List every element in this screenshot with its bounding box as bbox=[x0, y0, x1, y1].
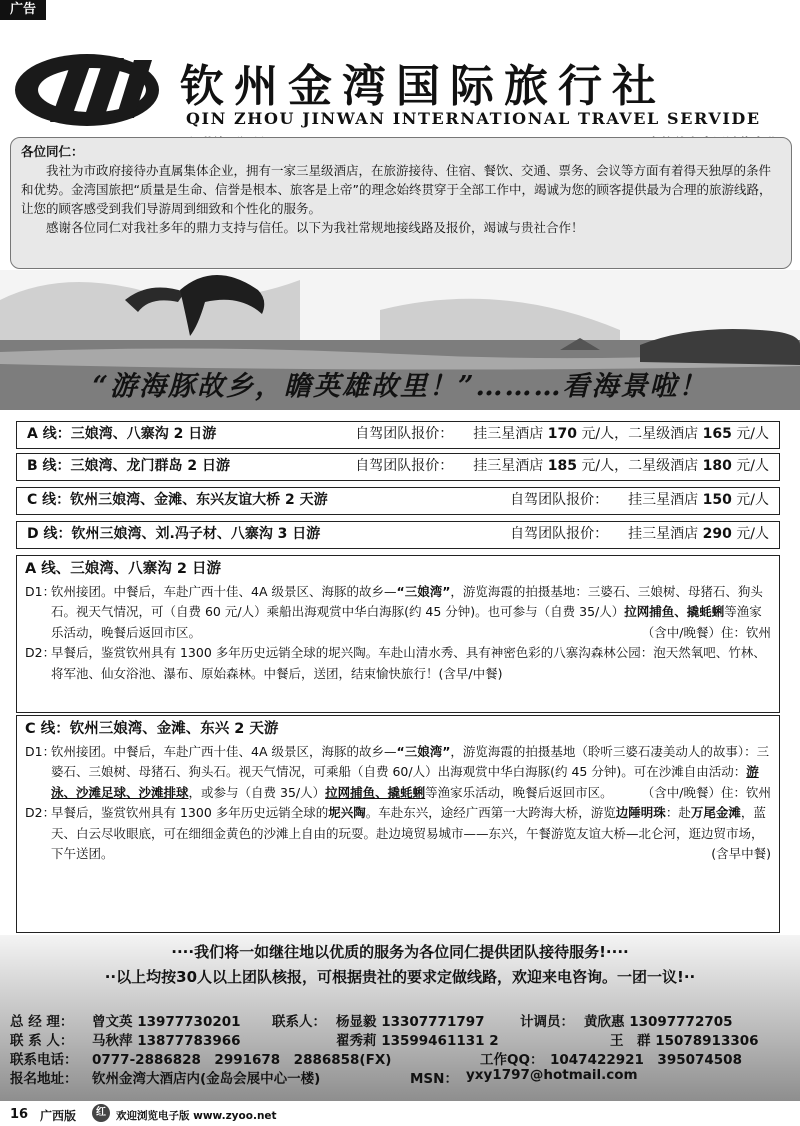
route-price: 自驾团队报价： 挂三星酒店 150 元/人 bbox=[510, 492, 769, 508]
contact-row: 联 系 人： 马秋萍 13877783966 翟秀莉 13599461131 2 王 群 15078913306 bbox=[10, 1033, 759, 1049]
route-name: D 线：钦州三娘湾、刘.冯子材、八寨沟 3 日游 bbox=[27, 526, 321, 542]
route-price: 自驾团队报价： 挂三星酒店 170 元/人，二星级酒店 165 元/人 bbox=[355, 426, 769, 442]
day-2: D2： 早餐后，鉴赏钦州具有 1300 多年历史远销全球的坭兴陶。车赴东兴，途经广西第一大跨海大桥，游览边陲明珠：赴万尾金滩，蓝天、白云尽收眼底，可在细细金黄色的沙滩上自由的玩耍。赴边境贸易城市——东兴，午餐游览友谊大桥—北仑河，逛边贸市场，下午送团。 (含早中餐) bbox=[25, 805, 771, 861]
route-a-row bbox=[16, 421, 780, 449]
intro-paragraph: 我社为市政府接待办直属集体企业，拥有一家三星级酒店，在旅游接待、住宿、餐饮、交通、票务、会议等方面有着得天独厚的条件和优势。金湾国旅把“质量是生命、信誉是根本、旅客是上帝”的理念始终贯穿于全部工作中，竭诚为您的顾客提供最为合理的旅游线路，让您的顾客感受到我们导游周到细致和个性化的服务。 bbox=[21, 163, 772, 216]
company-logo bbox=[12, 50, 162, 130]
company-name-en: QIN ZHOU JINWAN INTERNATIONAL TRAVEL SERVIDE bbox=[186, 109, 761, 128]
service-pledge: ····我们将一如继往地以优质的服务为各位同仁提供团队接待服务!···· bbox=[171, 943, 629, 961]
booking-note: ··以上均按30人以上团队核报，可根据贵社的要求定做线路，欢迎来电咨询。一团一议!·· bbox=[104, 968, 696, 986]
route-c-detail bbox=[16, 715, 780, 933]
intro-box bbox=[10, 137, 792, 269]
intro-greeting: 各位同仁： bbox=[21, 144, 84, 159]
publisher-icon: 红 bbox=[92, 1104, 110, 1122]
contact-row: 总 经 理： 曾文英 13977730201 联系人： 杨显毅 13307771797 计调员： 黄欣惠 13097772705 bbox=[10, 1014, 733, 1030]
company-name-cn: 钦州金湾国际旅行社 bbox=[180, 61, 666, 112]
route-name: C 线：钦州三娘湾、金滩、东兴友谊大桥 2 天游 bbox=[27, 492, 328, 508]
page-number: 16 bbox=[10, 1107, 29, 1122]
contact-block bbox=[10, 1010, 790, 1086]
day-2: D2： 早餐后，鉴赏钦州具有 1300 多年历史远销全球的坭兴陶。车赴山清水秀、具有神密色彩的八寨沟森林公园：泡天然氧吧、竹林、将军池、仙女浴池、瀑布、原始森林。中餐后，送团，结束愉快旅行！(含早/中餐) bbox=[25, 645, 766, 681]
detail-title: C 线：钦州三娘湾、金滩、东兴 2 天游 bbox=[25, 721, 279, 737]
page-footer bbox=[0, 1101, 800, 1126]
route-name: A 线：三娘湾、八寨沟 2 日游 bbox=[27, 426, 217, 442]
route-c-row bbox=[16, 487, 780, 515]
ad-tag: 广告 bbox=[0, 0, 46, 20]
route-a-detail bbox=[16, 555, 780, 713]
contact-row: 联系电话： 0777-2886828 2991678 2886858(FX) 工作QQ： 1047422921 395074508 bbox=[10, 1052, 742, 1068]
route-price: 自驾团队报价： 挂三星酒店 290 元/人 bbox=[510, 526, 769, 542]
intro-paragraph: 感谢各位同仁对我社多年的鼎力支持与信任。以下为我社常规地接线路及报价，竭诚与贵社合作！ bbox=[46, 220, 584, 235]
route-b-row bbox=[16, 453, 780, 481]
day-1: D1： 钦州接团。中餐后，车赴广西十佳、4A 级景区，海豚的故乡—“三娘湾”，游览海霞的拍摄基地（聆听三婆石凄美动人的故事）：三婆石、三娘树、母猪石、狗头石。视天气情况，可乘船（自费 60/人）出海观赏中华白海豚(约 45 分钟)。可在沙滩自由活动：游泳、沙滩足球、沙滩排球，或参与（自费 35/人）拉网捕鱼、撬蚝蜊等渔家乐活动，晚餐后返回市区。 （含中/晚餐）住：钦州 bbox=[25, 743, 771, 800]
slogan: “游海豚故乡，瞻英雄故里！”………看海景啦！ bbox=[92, 371, 708, 402]
header bbox=[0, 20, 800, 140]
route-d-row bbox=[16, 521, 780, 549]
contact-row: 报名地址： 钦州金湾大酒店内(金岛会展中心一楼) MSN： yxy1797@hotmail.com bbox=[10, 1067, 638, 1087]
website-link[interactable]: 欢迎浏览电子版 www.zyoo.net bbox=[116, 1110, 277, 1122]
route-name: B 线：三娘湾、龙门群岛 2 日游 bbox=[27, 458, 231, 474]
day-1: D1： 钦州接团。中餐后，车赴广西十佳、4A 级景区、海豚的故乡—“三娘湾”，游览海霞的拍摄基地：三婆石、三娘树、母猪石、狗头石。视天气情况，可（自费 60 元/人）乘船出海观赏中华白海豚(约 45 分钟)。也可参与（自费 35/人）拉网捕鱼、撬蚝蜊等渔家乐活动，晚餐后返回市区。 （含中/晚餐）住：钦州 bbox=[25, 583, 771, 640]
route-price: 自驾团队报价： 挂三星酒店 185 元/人，二星级酒店 180 元/人 bbox=[355, 458, 769, 474]
edition-label: 广西版 bbox=[40, 1109, 77, 1123]
detail-title: A 线、三娘湾、八寨沟 2 日游 bbox=[25, 561, 221, 577]
